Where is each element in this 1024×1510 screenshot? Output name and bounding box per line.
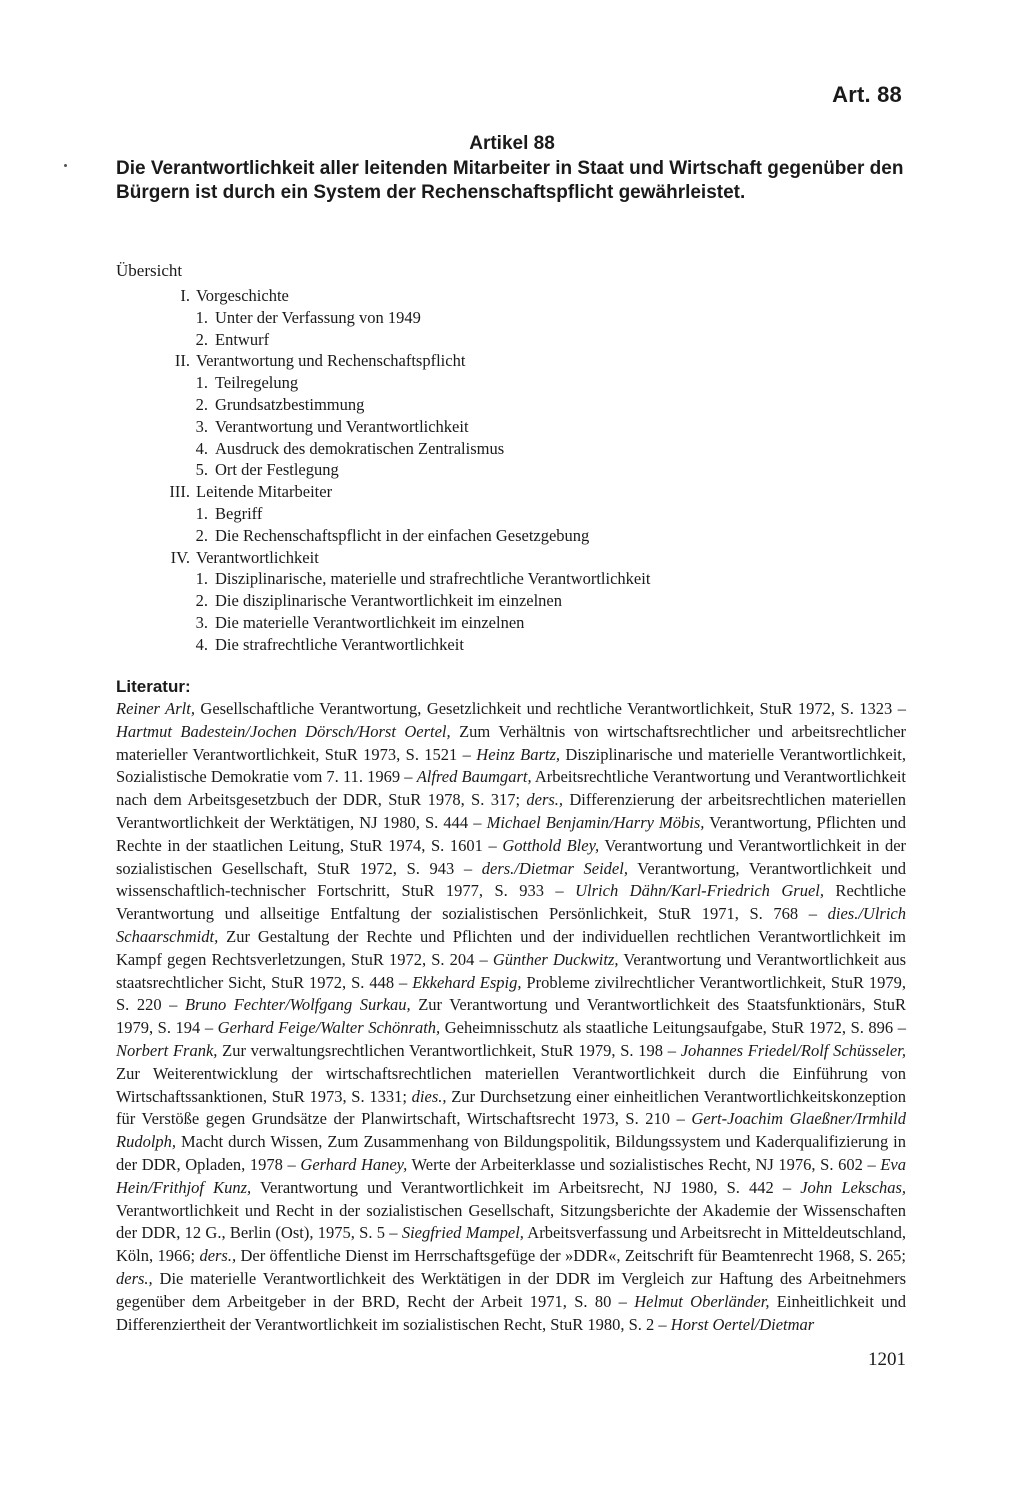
literature-text: Verantwortung, Pflichten und Rechte in der staatlichen Leitung, StuR 1974, S. 1601 –	[116, 812, 906, 855]
overview-item-number: I.	[180, 286, 190, 305]
literature-author: ders.,	[199, 1246, 237, 1266]
literature-text: Zur Weiterentwicklung der wirtschaftsrechtlichen materiellen Verantwortlichkeit durch die Einführung von Wirtschaftssanktionen, StuR 1973, S. 1331;	[116, 1063, 906, 1106]
literature-text: Verantwortung und Verantwortlichkeit im Arbeitsrecht, NJ 1980, S. 442 –	[251, 1177, 801, 1197]
overview-item-label: Begriff	[215, 503, 263, 523]
literature-text: Zur Gestaltung der Rechte und Pflichten und der individuellen rechtlichen Verantwortlichkeit im Kampf gegen Rechtsverletzungen, StuR 1972, S. 204 –	[116, 926, 906, 969]
overview-item-label: Verantwortung und Verantwortlichkeit	[215, 416, 469, 436]
literature-author: Alfred Baumgart,	[416, 767, 532, 787]
literature-author: Johannes Friedel/Rolf Schüsseler,	[680, 1040, 906, 1060]
literature-author: Michael Benjamin/Harry Möbis,	[486, 812, 705, 832]
overview-item-number: 3.	[195, 612, 208, 632]
overview-item-number: 4.	[195, 634, 208, 654]
overview-item	[0, 285, 1024, 307]
literature-text: Probleme zivilrechtlicher Verantwortlichkeit, StuR 1979, S. 220 –	[116, 972, 907, 1015]
overview-item	[0, 350, 1024, 372]
literature-text: Arbeitsverfassung und Arbeitsrecht in Mitteldeutschland, Köln, 1966;	[116, 1223, 907, 1266]
overview-item	[0, 459, 1024, 481]
overview-item	[0, 590, 1024, 612]
overview-item	[0, 329, 1024, 351]
literature-author: Günther Duckwitz,	[492, 949, 619, 969]
literature-author: Horst Oertel/Dietmar	[670, 1314, 815, 1334]
overview-item	[0, 634, 1024, 656]
overview-item-label: Verantwortung und Rechenschaftspflicht	[196, 351, 466, 371]
overview-item	[0, 438, 1024, 460]
overview-item-number: 4.	[195, 438, 208, 458]
literature-author: ders.,	[526, 790, 564, 810]
overview-item	[0, 307, 1024, 329]
literature-text: Macht durch Wissen, Zum Zusammenhang von Bildungspolitik, Bildungssystem und Kaderqualifizierung in der DDR, Opladen, 1978 –	[116, 1132, 906, 1174]
overview-item-label: Teilregelung	[215, 373, 299, 393]
literature-text: Gesellschaftliche Verantwortung, Gesetzlichkeit und rechtliche Verantwortlichkeit, StuR 1972, S. 1323 –	[194, 699, 906, 718]
literature-title: Literatur:	[116, 677, 191, 696]
margin-mark	[64, 164, 67, 167]
literature-author: Gerhard Haney,	[300, 1154, 408, 1174]
overview-item-number: 3.	[195, 416, 208, 436]
overview-item	[0, 568, 1024, 590]
overview-item-number: III.	[169, 482, 190, 502]
overview-item-number: 2.	[195, 394, 208, 414]
overview-item-number: 1.	[195, 569, 208, 589]
overview-item-number: 2.	[195, 329, 208, 349]
overview-item-number: 2.	[195, 525, 208, 545]
literature-author: Ekkehard Espig,	[412, 972, 522, 992]
literature-text: Einheitlichkeit und Differenziertheit der Verantwortlichkeit im sozialistischen Recht, StuR 1980, S. 2 –	[116, 1291, 907, 1334]
overview-item-label: Leitende Mitarbeiter	[196, 482, 333, 502]
overview-item	[0, 525, 1024, 547]
overview-item-label: Die materielle Verantwortlichkeit im einzelnen	[215, 612, 525, 632]
literature-text: Die materielle Verantwortlichkeit des Werktätigen in der DDR im Vergleich zur Haftung des Arbeitnehmers gegenüber dem Arbeitgeber in der BRD, Recht der Arbeit 1971, S. 80 –	[116, 1268, 906, 1311]
overview-item-number: II.	[174, 351, 190, 371]
literature-author: Reiner Arlt,	[116, 699, 195, 718]
literature-text: Zur Verantwortung und Verantwortlichkeit des Staatsfunktionärs, StuR 1979, S. 194 –	[116, 995, 906, 1038]
literature-author: Gert-Joachim Glaeßner/Irmhild Rudolph,	[116, 1109, 906, 1152]
literature-text: Verantwortung, Verantwortlichkeit und wissenschaftlich-technischer Fortschritt, StuR 1977, S. 933 –	[116, 858, 906, 901]
literature-text: Verantwortung und Verantwortlichkeit aus staatsrechtlicher Sicht, StuR 1972, S. 448 –	[116, 949, 906, 992]
literature-author: ders.,	[116, 1268, 153, 1288]
overview-item-label: Grundsatzbestimmung	[215, 394, 365, 414]
article-title: Artikel 88	[469, 133, 555, 154]
overview-item-label: Die disziplinarische Verantwortlichkeit im einzelnen	[215, 591, 562, 611]
literature-author: Helmut Oberländer,	[634, 1291, 770, 1311]
literature-author: Bruno Fechter/Wolfgang Surkau,	[184, 995, 411, 1015]
overview-item	[0, 612, 1024, 634]
overview-item-number: IV.	[170, 547, 190, 567]
literature-author: Eva Hein/Frithjof Kunz,	[116, 1154, 906, 1197]
overview-item-label: Disziplinarische, materielle und strafrechtliche Verantwortlichkeit	[215, 569, 651, 589]
overview-item-label: Die strafrechtliche Verantwortlichkeit	[215, 634, 464, 654]
literature-text: Werte der Arbeiterklasse und sozialistisches Recht, NJ 1976, S. 602 –	[407, 1154, 881, 1174]
overview-item-number: 1.	[195, 503, 208, 523]
literature-author: Gotthold Bley,	[502, 835, 600, 855]
literature-text: Zum Verhältnis von wirtschaftsrechtlicher und arbeitsrechtlicher materieller Verantwortlichkeit, StuR 1973, S. 1521 –	[116, 721, 907, 764]
overview-list	[0, 285, 1024, 656]
literature-text: Differenzierung der arbeitsrechtlichen materiellen Verantwortlichkeit der Werktätigen, NJ 1980, S. 444 –	[116, 790, 907, 832]
overview-item	[0, 547, 1024, 569]
literature-text: Der öffentliche Dienst im Herrschaftsgefüge der »DDR«, Zeitschrift für Beamtenrecht 1968, S. 265;	[236, 1246, 906, 1266]
overview-item-label: Ausdruck des demokratischen Zentralismus	[215, 438, 505, 458]
overview-item-label: Vorgeschichte	[196, 286, 289, 305]
literature-author: Gerhard Feige/Walter Schönrath,	[217, 1018, 441, 1038]
literature-text: Zur Durchsetzung einer einheitlichen Verantwortlichkeitskonzeption für Verstöße gegen Grundsätze der Planwirtschaft, Wirtschaftsrecht 1973, S. 210 –	[116, 1086, 906, 1129]
literature-text: Verantwortung und Verantwortlichkeit in der sozialistischen Gesellschaft, StuR 1972, S. 943 –	[116, 835, 907, 878]
overview-item-label: Die Rechenschaftspflicht in der einfachen Gesetzgebung	[215, 525, 590, 545]
literature-author: Ulrich Dähn/Karl-Friedrich Gruel,	[575, 881, 824, 901]
overview-item-label: Entwurf	[215, 329, 270, 349]
overview-item-number: 5.	[195, 460, 208, 480]
page-number: 1201	[868, 1349, 906, 1370]
literature-body	[116, 698, 906, 1336]
literature-author: John Lekschas,	[800, 1177, 906, 1197]
overview-item-number: 1.	[195, 307, 208, 327]
literature-text: Zur verwaltungsrechtlichen Verantwortlichkeit, StuR 1979, S. 198 –	[217, 1040, 681, 1060]
overview-item-label: Ort der Festlegung	[215, 460, 339, 480]
literature-author: Hartmut Badestein/Jochen Dörsch/Horst Oertel,	[116, 721, 451, 741]
overview-item	[0, 481, 1024, 503]
literature-text: Verantwortlichkeit und Recht in der sozialistischen Gesellschaft, Sitzungsberichte der Akademie der Wissenschaften der DDR, 12 G., Berlin (Ost), 1975, S. 5 –	[116, 1200, 906, 1243]
running-head: Art. 88	[832, 82, 902, 107]
overview-item	[0, 372, 1024, 394]
overview-title: Übersicht	[116, 261, 183, 280]
literature-author: Siegfried Mampel,	[401, 1223, 524, 1243]
overview-item	[0, 503, 1024, 525]
overview-item-number: 1.	[195, 373, 208, 393]
literature-author: Norbert Frank,	[116, 1040, 218, 1060]
overview-item	[0, 416, 1024, 438]
literature-author: dies.,	[411, 1086, 447, 1106]
literature-text: Arbeitsrechtliche Verantwortung und Verantwortlichkeit nach dem Arbeitsgesetzbuch der DDR, StuR 1978, S. 317;	[116, 767, 906, 810]
literature-text: Geheimnisschutz als staatliche Leitungsaufgabe, StuR 1972, S. 896 –	[440, 1018, 906, 1038]
overview-item-label: Verantwortlichkeit	[196, 547, 319, 567]
literature-author: ders./Dietmar Seidel,	[481, 858, 628, 878]
literature-text: Rechtliche Verantwortung und allseitige Entfaltung der sozialistischen Persönlichkeit, StuR 1971, S. 768 –	[116, 881, 906, 924]
literature-author: Heinz Bartz,	[476, 744, 561, 764]
article-text: Die Verantwortlichkeit aller leitenden Mitarbeiter in Staat und Wirtschaft gegenüber den Bürgern ist durch ein System der Rechenschaftspflicht gewährleistet.	[116, 158, 904, 203]
literature-text: Disziplinarische und materielle Verantwortlichkeit, Sozialistische Demokratie vom 7. 11. 1969 –	[116, 744, 906, 787]
literature-author: dies./Ulrich Schaarschmidt,	[116, 904, 906, 946]
overview-item-label: Unter der Verfassung von 1949	[215, 307, 421, 327]
overview-item	[0, 394, 1024, 416]
overview-item-number: 2.	[195, 591, 208, 611]
